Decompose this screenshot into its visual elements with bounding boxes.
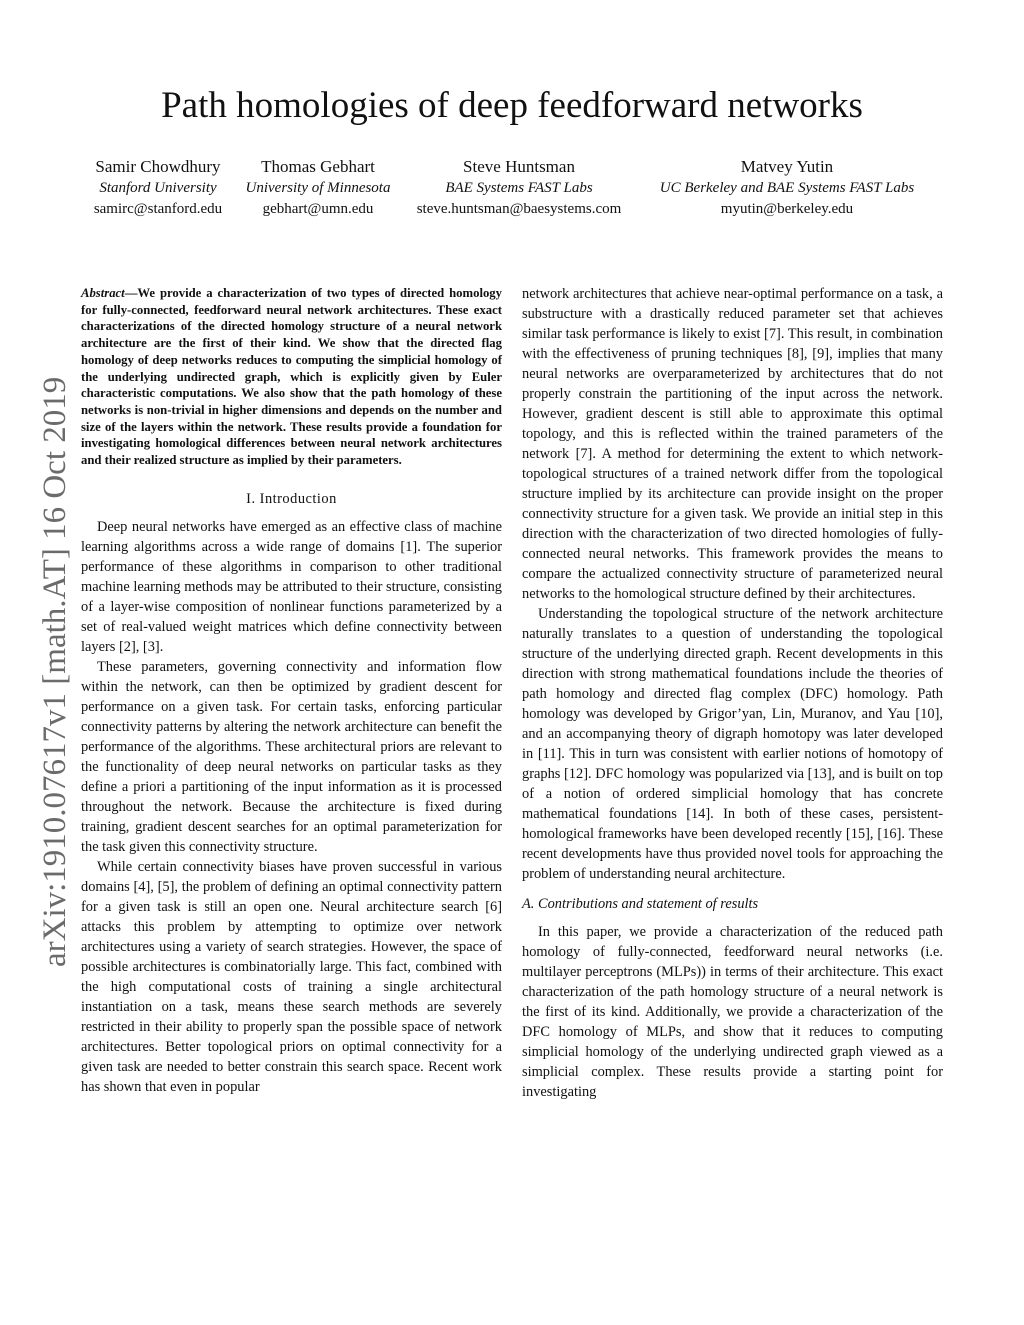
page-title: Path homologies of deep feedforward networks (161, 85, 863, 126)
left-column (81, 285, 502, 1097)
abstract (81, 285, 502, 469)
intro-paragraph-2: These parameters, governing connectivity and information flow within the network, can then be optimized by gradient descent for performance on a given task. For certain tasks, enforcing particular connectivity patterns by altering the network architecture can benefit the performance of the algorithms. These architectural priors are relevant to the functionality of deep neural networks on particular tasks as they define a priori a partitioning of the input information as it is processed throughout the network. Because the architecture is fixed during training, gradient descent searches for an optimal parameterization for the task given this connectivity structure. (81, 658, 502, 855)
author-email: myutin@berkeley.edu (720, 201, 854, 217)
author-name: Steve Huntsman (463, 157, 575, 176)
contributions-paragraph: In this paper, we provide a characterization of the reduced path homology of fully-connected, feedforward neural networks (i.e. multilayer perceptrons (MLPs)) in terms of their architecture. This exact characterization of the path homology structure of a neural network is the first of its kind. Additionally, we provide a characterization of the DFC homology of MLPs, and show that it reduces to computing simplicial homology of the underlying undirected graph viewed as a simplicial complex. These results provide a starting point for investigating (522, 924, 943, 1100)
subsection-heading-contributions: A. Contributions and statement of results (522, 896, 759, 912)
abstract-text: —We provide a characterization of two types of directed homology for fully-connected, feedforward neural network architectures. These exact characterizations of the directed homology structure of a neural network architecture are the first of their kind. We show that the directed flag homology of deep networks reduces to computing the simplicial homology of the underlying undirected graph, which is explicitly given by Euler characteristic computations. We also show that the path homology of these networks is non-trivial in higher dimensions and depends on the number and size of the layers within the network. These results provide a foundation for investigating homological differences between neural network architectures and their realized structure as implied by their parameters. (81, 286, 502, 468)
intro-paragraph-1: Deep neural networks have emerged as an effective class of machine learning algorithms across a wide range of domains [1]. The superior performance of these algorithms in comparison to other traditional machine learning methods may be attributed to their structure, consisting of a layer-wise composition of nonlinear functions parameterized by a set of real-valued weight matrices which define connectivity between layers [2], [3]. (81, 518, 502, 655)
author-email: steve.huntsman@baesystems.com (416, 201, 622, 217)
author-name: Thomas Gebhart (261, 157, 375, 176)
author-block (627, 156, 947, 220)
author-affiliation: Stanford University (99, 180, 217, 196)
arxiv-identifier: arXiv:1910.07617v1 [math.AT] 16 Oct 2019 (37, 376, 73, 967)
author-affiliation: University of Minnesota (245, 180, 391, 196)
section-heading-introduction: I. Introduction (246, 490, 337, 507)
author-affiliation: BAE Systems FAST Labs (445, 180, 593, 196)
author-email: gebhart@umn.edu (262, 201, 374, 217)
author-affiliation: UC Berkeley and BAE Systems FAST Labs (659, 180, 915, 196)
author-email: samirc@stanford.edu (93, 201, 223, 217)
intro-paragraph-3: While certain connectivity biases have proven successful in various domains [4], [5], the problem of defining an optimal connectivity pattern for a given task is still an open one. Neural architecture search [6] attacks this problem by attempting to optimize over network architectures using a variety of search strategies. However, the space of possible architectures is combinatorially large. This fact, combined with the high computational costs of training a single architectural instantiation on a task, means these search methods are severely restricted in their ability to properly span the possible space of network architectures. Better topological priors on optimal connectivity for a given task are needed to better constrain this search space. Recent work has shown that even in popular (81, 858, 502, 1095)
author-block (394, 156, 644, 220)
right-paragraph-1: network architectures that achieve near-optimal performance on a task, a substructure with a drastically reduced parameter set that achieves similar task performance is likely to exist [7]. This result, in combination with the effectiveness of pruning techniques [8], [9], implies that many neural networks are overparameterized by architectures that do not properly constrain the partitioning of the input across the network. However, gradient descent is still able to approximate this optimal topology, and this is reflected within the trained parameters of the network [7]. A method for determining the extent to which network-topological structures of a trained network differ from the topological structure implied by its architecture can provide insight on the proper connectivity structure for a given task. We provide an initial step in this direction with the characterization of two directed homologies of fully-connected neural networks. This framework provides the means to compare the actualized connectivity structure of parameterized neural networks to the homological structure defined by their architectures. (522, 286, 943, 602)
right-paragraph-2: Understanding the topological structure of the network architecture naturally translates to a question of understanding the topological structure of the underlying directed graph. Recent developments in this direction with strong mathematical foundations include the theories of path homology and directed flag complex (DFC) homology. Path homology was developed by Grigor’yan, Lin, Muranov, and Yau [10], and an accompanying theory of digraph homotopy was later developed in [11]. This in turn was consistent with earlier notions of homotopy of graphs [12]. DFC homology was popularized via [13], and is built on top of a notion of ordered simplicial homology that has concrete mathematical foundations [14]. In both of these cases, persistent-homological frameworks have been developed recently [15], [16]. These recent developments have thus provided novel tools for approaching the problem of understanding neural architecture. (522, 606, 943, 882)
abstract-label: Abstract (81, 286, 125, 300)
right-column (522, 284, 943, 1102)
author-name: Matvey Yutin (740, 157, 834, 176)
author-name: Samir Chowdhury (95, 157, 221, 176)
